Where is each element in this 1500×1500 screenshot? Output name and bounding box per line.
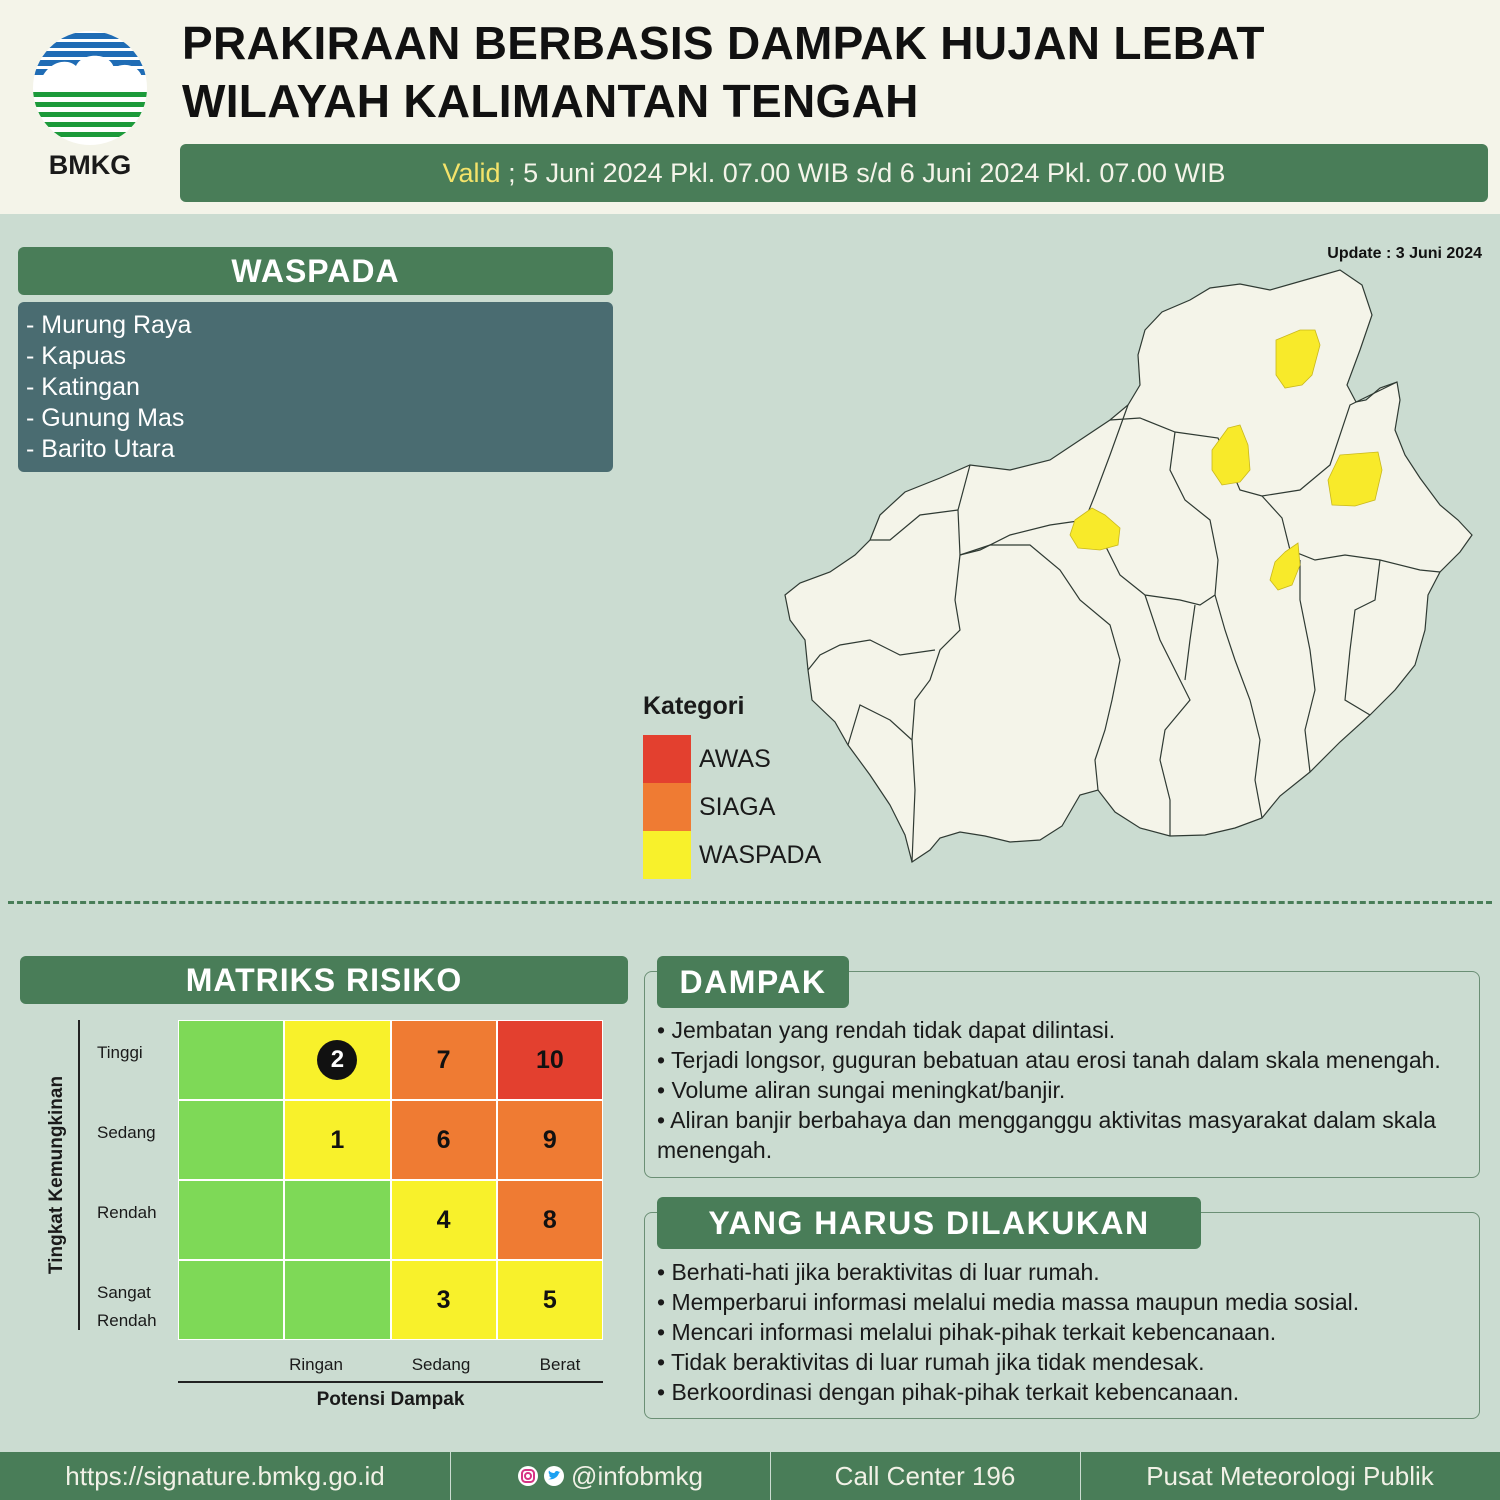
title-line-2: WILAYAH KALIMANTAN TENGAH (182, 75, 919, 127)
instagram-twitter-icon (517, 1465, 565, 1487)
footer-center-name: Pusat Meteorologi Publik (1146, 1461, 1434, 1491)
list-item: - Kapuas (26, 342, 127, 370)
matrix-cell: 3 (391, 1260, 497, 1340)
legend-title: Kategori (643, 692, 745, 720)
section-divider (8, 901, 1492, 904)
legend-item-siaga (643, 783, 903, 831)
legend-label: WASPADA (699, 841, 822, 869)
matrix-cell: 7 (391, 1020, 497, 1100)
title-line-1: PRAKIRAAN BERBASIS DAMPAK HUJAN LEBAT (182, 17, 1265, 69)
bmkg-logo (30, 30, 150, 190)
legend-swatch-awas (643, 735, 691, 783)
row-label-sangat-rendah: Sangat Rendah (97, 1283, 157, 1330)
social-icons (517, 1454, 565, 1500)
matrix-cell: 4 (391, 1180, 497, 1260)
todo-list (657, 1257, 1469, 1407)
page-title (182, 14, 1265, 130)
list-item: - Murung Raya (26, 311, 192, 339)
list-item: - Katingan (26, 373, 140, 401)
legend-swatch-siaga (643, 783, 691, 831)
todo-title: YANG HARUS DILAKUKAN (657, 1197, 1201, 1249)
matrix-cell-highlight: 2 (317, 1040, 357, 1080)
footer (0, 1452, 1500, 1500)
col-label-berat: Berat (539, 1355, 581, 1374)
matrix-cell: 6 (391, 1100, 497, 1180)
matrix-cell (178, 1100, 284, 1180)
legend-label: AWAS (699, 745, 771, 773)
matrix-cell (284, 1180, 390, 1260)
footer-social[interactable] (450, 1452, 770, 1500)
col-label-ringan: Ringan (289, 1355, 343, 1374)
matrix-cell (178, 1020, 284, 1100)
x-axis-label: Potensi Dampak (316, 1389, 465, 1410)
row-label-sedang: Sedang (97, 1123, 156, 1142)
matrix-cell: 1 (284, 1100, 390, 1180)
matrix-cell: 8 (497, 1180, 603, 1260)
col-label-sedang: Sedang (411, 1355, 471, 1374)
list-item: • Tidak beraktivitas di luar rumah jika tidak mendesak. (657, 1349, 1205, 1375)
validity-bar (180, 144, 1488, 202)
dampak-list (657, 1015, 1469, 1165)
list-item: • Terjadi longsor, guguran bebatuan atau erosi tanah dalam skala menengah. (657, 1047, 1441, 1073)
matrix-cell (178, 1180, 284, 1260)
waspada-title: WASPADA (18, 247, 613, 295)
legend-swatch-waspada (643, 831, 691, 879)
valid-label: Valid (442, 158, 501, 188)
waspada-region-list (18, 302, 613, 472)
risk-matrix-grid (178, 1020, 603, 1340)
legend-item-waspada (643, 831, 903, 879)
matrix-cell (284, 1020, 390, 1100)
footer-website-link[interactable]: https://signature.bmkg.go.id (65, 1461, 385, 1491)
list-item: • Memperbarui informasi melalui media massa maupun media sosial. (657, 1289, 1360, 1315)
footer-call-center: Call Center 196 (834, 1461, 1016, 1491)
list-item: - Gunung Mas (26, 404, 185, 432)
x-axis-line (178, 1381, 603, 1383)
list-item: • Berkoordinasi dengan pihak-pihak terkait kebencanaan. (657, 1379, 1240, 1405)
logo-text: BMKG (48, 150, 132, 180)
social-handle: @infobmkg (571, 1461, 703, 1491)
list-item: - Barito Utara (26, 435, 175, 463)
y-axis-line (78, 1020, 80, 1330)
matrix-cell: 5 (497, 1260, 603, 1340)
list-item: • Berhati-hati jika beraktivitas di luar rumah. (657, 1259, 1100, 1285)
row-label-rendah: Rendah (97, 1203, 157, 1222)
matrix-cell (284, 1260, 390, 1340)
header (0, 0, 1500, 214)
legend-label: SIAGA (699, 793, 776, 821)
matrix-title: MATRIKS RISIKO (20, 956, 628, 1004)
matrix-cell: 10 (497, 1020, 603, 1100)
bmkg-logo-icon (30, 30, 150, 150)
row-label-tinggi: Tinggi (97, 1043, 143, 1062)
update-date: Update : 3 Juni 2024 (1327, 245, 1482, 262)
list-item: • Volume aliran sungai meningkat/banjir. (657, 1077, 1066, 1103)
list-item: • Jembatan yang rendah tidak dapat dilintasi. (657, 1017, 1116, 1043)
y-axis-label: Tingkat Kemungkinan (46, 1075, 67, 1275)
list-item: • Aliran banjir berbahaya dan mengganggu aktivitas masyarakat dalam skala menengah. (657, 1107, 1437, 1163)
matrix-cell (178, 1260, 284, 1340)
matrix-cell: 9 (497, 1100, 603, 1180)
legend-item-awas (643, 735, 903, 783)
dampak-title: DAMPAK (657, 956, 849, 1008)
list-item: • Mencari informasi melalui pihak-pihak terkait kebencanaan. (657, 1319, 1277, 1345)
valid-period: ; 5 Juni 2024 Pkl. 07.00 WIB s/d 6 Juni 2024 Pkl. 07.00 WIB (500, 158, 1226, 188)
